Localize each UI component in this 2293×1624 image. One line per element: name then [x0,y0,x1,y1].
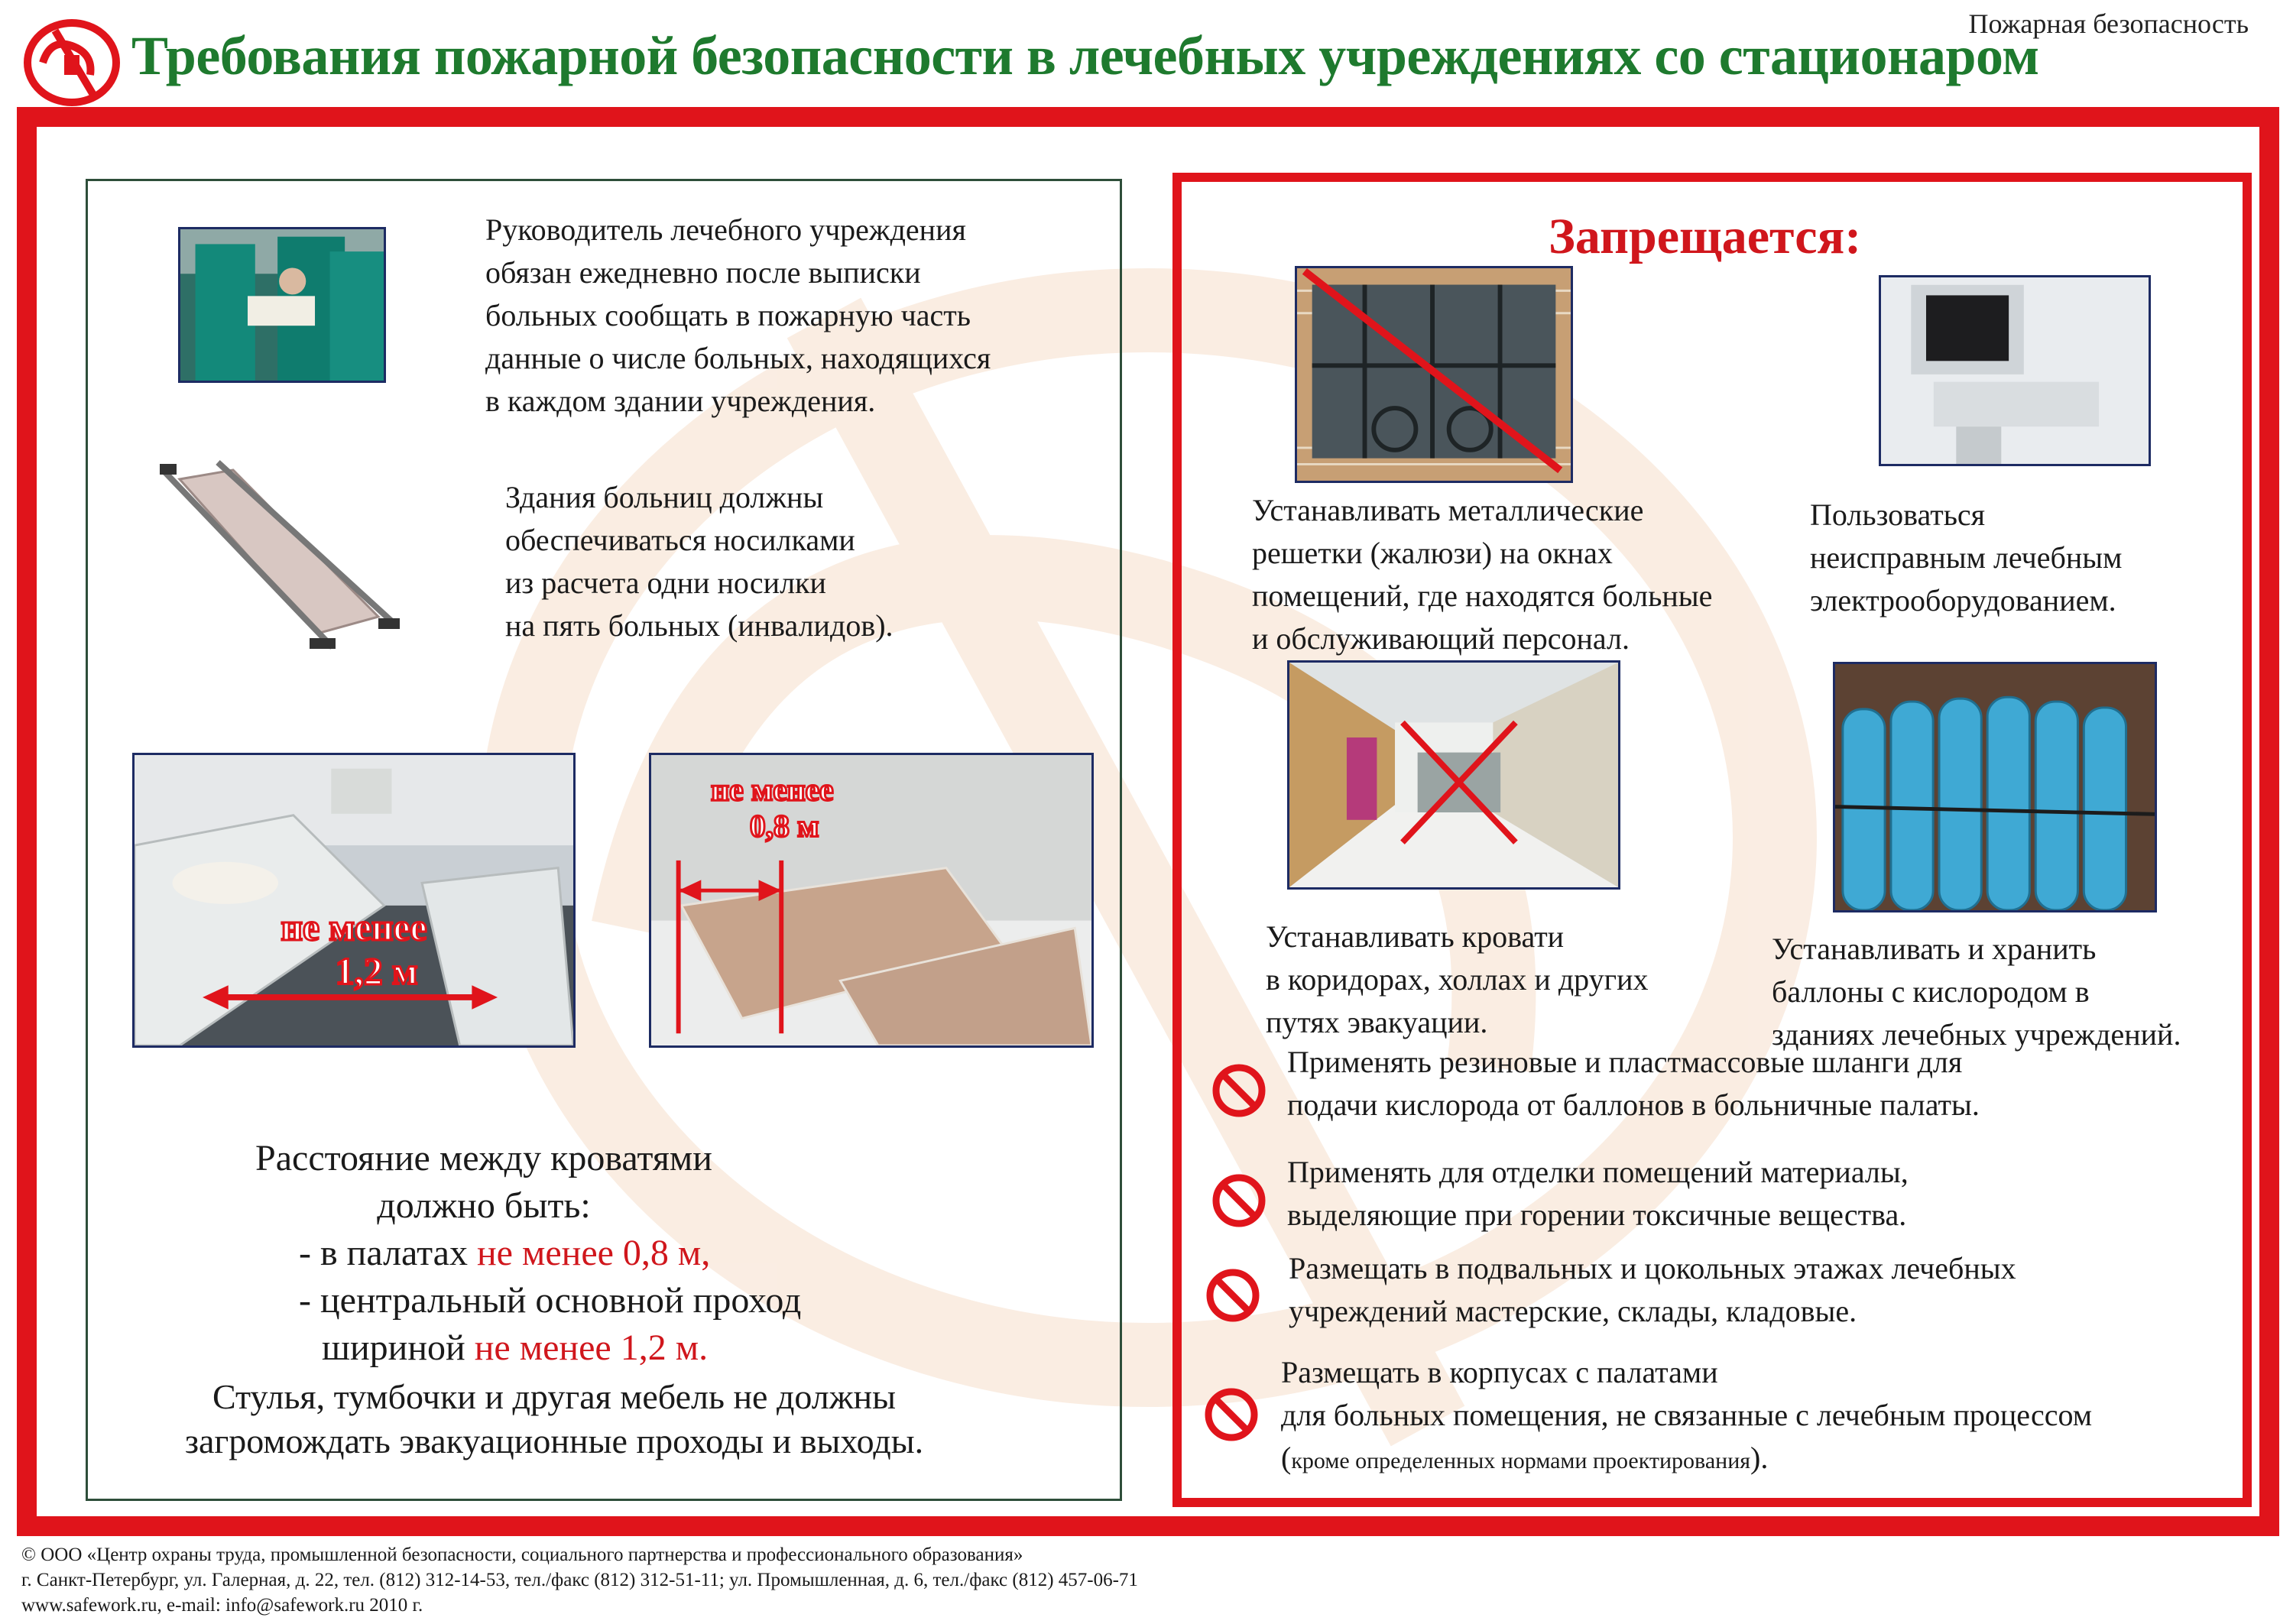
ward-label-value: 0,8 м [749,808,819,844]
prohibition-icon [1205,1267,1261,1324]
prohibition-icon [1203,1386,1260,1443]
oxygen-text: Устанавливать и хранить баллоны с кислородом в зданиях лечебных учреждений. [1772,932,2181,1052]
staff-photo [178,227,386,383]
prohibition-icon [1211,1062,1267,1119]
prohibition-icon [1211,1172,1267,1229]
footer [21,1542,1138,1618]
footer-copyright: © ООО «Центр охраны труда, промышленной безопасности, социального партнерства и профессионального образования» [21,1545,1023,1565]
duty-text: Руководитель лечебного учреждения обязан ежедневно после выписки больных сообщать в пожарную часть данные о числе больных, находящихся в каждом здании учреждения. [485,212,991,418]
requirements-panel [86,179,1122,1501]
furniture-text: Стулья, тумбочки и другая мебель не должны загромождать эвакуационные проходы и выходы. [184,1377,924,1460]
bars-text: Устанавливать металлические решетки (жалюзи) на окнах помещений, где находятся больные и обслуживающий персонал. [1252,493,1713,656]
beds-text: Устанавливать кровати в коридорах, холлах и других путях эвакуации. [1266,919,1649,1039]
distance-requirements: Расстояние между кроватями должно быть: - в палатах не менее 0,8 м, - центральный основной проход шириной не менее 1,2 м. [255,1138,802,1368]
forbidden-panel [1172,173,2252,1507]
forbidden-title: Запрещается: [1549,209,1862,264]
footer-contacts: www.safework.ru, e-mail: info@safework.ru 2010 г. [21,1595,423,1616]
stretcher-image [157,456,401,655]
oxygen-cylinders-photo [1833,662,2157,912]
footer-address: г. Санкт-Петербург, ул. Галерная, д. 22, тел. (812) 312-14-53, тел./факс (812) 312-51-11; ул. Промышленная, д. 6, тел./факс (812) 457-06-71 [21,1570,1138,1590]
page-title: Требования пожарной безопасности в лечебных учреждениях со стационаром [131,25,2039,86]
ward-beds-photo [649,753,1094,1048]
forbidden-rooms-text: Размещать в корпусах с палатами для больных помещения, не связанные с лечебным процессом (кроме определенных нормами проектирования). [1281,1355,2093,1475]
window-bars-photo [1295,266,1573,483]
medical-equipment-photo [1879,275,2151,466]
equipment-text: Пользоваться неисправным лечебным электрооборудованием. [1810,498,2123,618]
ward-distance-value: не менее 0,8 м, [476,1233,711,1273]
ward-aisle-photo [132,753,576,1048]
aisle-distance-value: не менее 1,2 м. [474,1327,709,1368]
aisle-label-top: не менее [281,906,427,949]
corridor-photo [1287,660,1620,890]
poster-frame [17,107,2279,1536]
forbidden-materials-text: Применять для отделки помещений материалы, выделяющие при горении токсичные вещества. [1287,1155,1909,1232]
organization-logo [20,15,127,107]
forbidden-hoses-text: Применять резиновые и пластмассовые шланги для подачи кислорода от баллонов в больничные палаты. [1287,1045,1980,1122]
ward-label-top: не менее [711,772,834,808]
stretcher-text: Здания больниц должны обеспечиваться носилками из расчета одни носилки на пять больных (инвалидов). [505,480,894,643]
forbidden-basement-text: Размещать в подвальных и цокольных этажах лечебных учреждений мастерские, склады, кладовые. [1289,1251,2016,1328]
aisle-label-value: 1,2 м [335,950,418,993]
topic-label: Пожарная безопасность [1968,8,2249,39]
